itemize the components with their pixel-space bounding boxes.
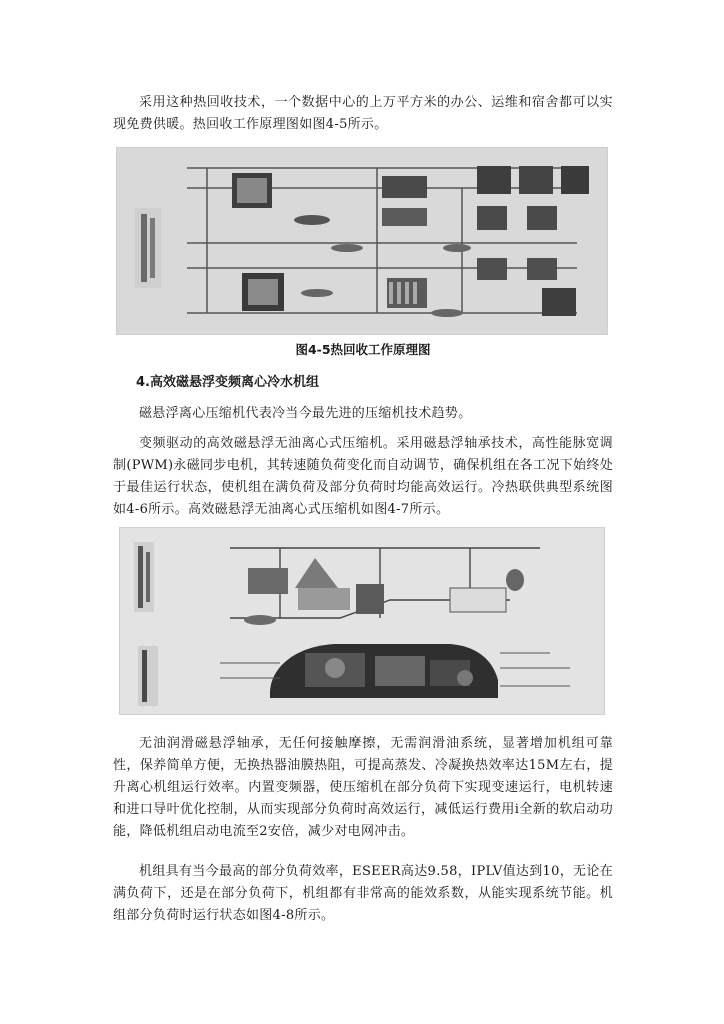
paragraph-oil-free-bearing: 无油润滑磁悬浮轴承，无任何接触摩擦，无需润滑油系统，显著增加机组可靠性，保养简单方便，无换热器油膜热阻，可提高蒸发、冷凝换热效率达15M左右，提升离心机组运行效率。内置变频器，使压缩机在部分负荷下实现变速运行，电机转速和进口导叶优化控制，从而实现部分负荷时高效运行，减低运行费用i全新的软启动功能，降低机组启动电流至2安倍，减少对电网冲击。 <box>113 736 613 839</box>
paragraph-maglev-trend: 磁悬浮离心压缩机代表冷当今最先进的压缩机技术趋势。 <box>139 406 472 421</box>
paragraph-heat-recovery: 采用这种热回收技术，一个数据中心的上万平方米的办公、运维和宿舍都可以实现免费供暖。热回收工作原理图如图4-5所示。 <box>113 95 613 132</box>
heat-recovery-diagram-image <box>116 147 608 335</box>
paragraph-part-load-efficiency: 机组具有当今最高的部分负荷效率，ESEER高达9.58，IPLV值达到10，无论在满负荷下，还是在部分负荷下，机组都有非常高的能效系数，从能实现系统节能。机组部分负荷时运行状态如图4-8所示。 <box>113 864 613 923</box>
paragraph-variable-speed: 变频驱动的高效磁悬浮无油离心式压缩机。采用磁悬浮轴承技术，高性能脉宽调制(PWM)永磁同步电机，其转速随负荷变化而自动调节，确保机组在各工况下始终处于最佳运行状态，使机组在满负荷及部分负荷时均能高效运行。冷热联供典型系统图如4-6所示。高效磁悬浮无油离心式压缩机如图4-7所示。 <box>113 436 613 517</box>
section-heading: 4.高效磁悬浮变频离心冷水机组 <box>136 375 319 390</box>
maglev-compressor-image <box>119 527 605 715</box>
figure-4-5-caption: 图4-5热回收工作原理图 <box>295 342 431 357</box>
